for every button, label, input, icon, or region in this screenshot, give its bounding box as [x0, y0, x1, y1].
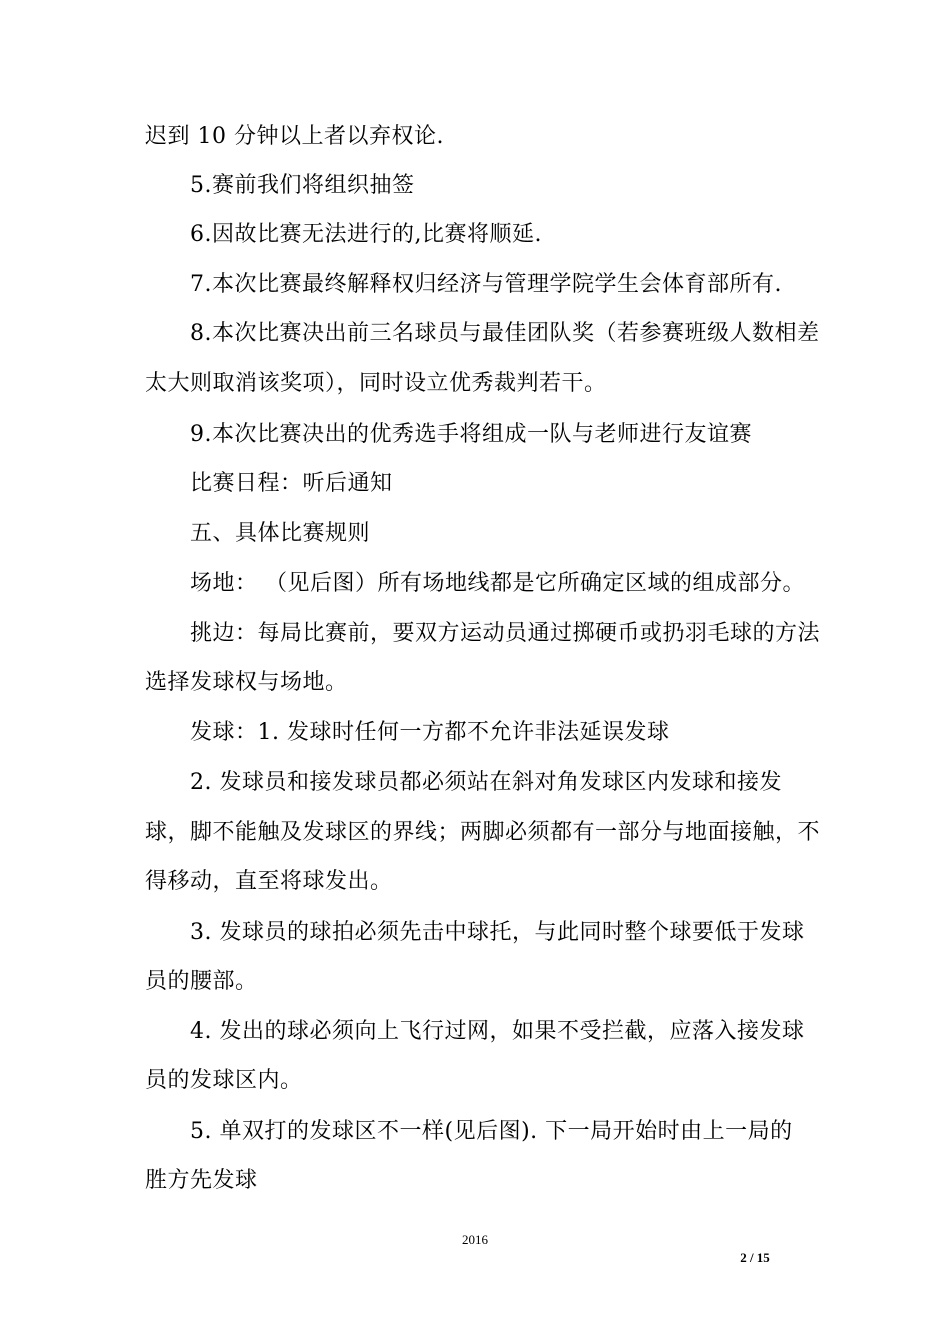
- text-line: 2. 发球员和接发球员都必须站在斜对角发球区内发球和接发: [190, 770, 782, 795]
- text-line: 比赛日程：听后通知: [190, 471, 393, 496]
- text-line: 迟到 10 分钟以上者以弃权论.: [145, 124, 444, 149]
- text-line: 3. 发球员的球拍必须先击中球托，与此同时整个球要低于发球: [190, 920, 805, 945]
- text-line: 4. 发出的球必须向上飞行过网，如果不受拦截，应落入接发球: [190, 1019, 805, 1044]
- text-line: 6.因故比赛无法进行的,比赛将顺延.: [190, 222, 542, 247]
- text-line: 太大则取消该奖项），同时设立优秀裁判若干。: [145, 371, 607, 396]
- text-line: 场地： （见后图）所有场地线都是它所确定区域的组成部分。: [190, 571, 805, 596]
- text-line: 发球：1. 发球时任何一方都不允许非法延误发球: [190, 720, 670, 745]
- section-heading: 五、具体比赛规则: [190, 521, 371, 546]
- text-line: 球，脚不能触及发球区的界线；两脚必须都有一部分与地面接触，不: [145, 820, 821, 845]
- text-line: 得移动，直至将球发出。: [145, 869, 393, 894]
- text-line: 8.本次比赛决出前三名球员与最佳团队奖（若参赛班级人数相差: [190, 321, 820, 346]
- text-line: 胜方先发球: [145, 1168, 258, 1193]
- text-line: 5.赛前我们将组织抽签: [190, 173, 415, 198]
- text-line: 挑边：每局比赛前，要双方运动员通过掷硬币或扔羽毛球的方法: [190, 621, 821, 646]
- text-line: 员的腰部。: [145, 969, 258, 994]
- page-indicator: 2 / 15: [740, 1250, 770, 1265]
- footer-year: 2016: [462, 1232, 488, 1247]
- text-line: 5. 单双打的发球区不一样(见后图). 下一局开始时由上一局的: [190, 1119, 793, 1144]
- text-line: 选择发球权与场地。: [145, 670, 348, 695]
- text-line: 员的发球区内。: [145, 1068, 303, 1093]
- text-line: 9.本次比赛决出的优秀选手将组成一队与老师进行友谊赛: [190, 422, 752, 447]
- text-line: 7.本次比赛最终解释权归经济与管理学院学生会体育部所有.: [190, 272, 782, 297]
